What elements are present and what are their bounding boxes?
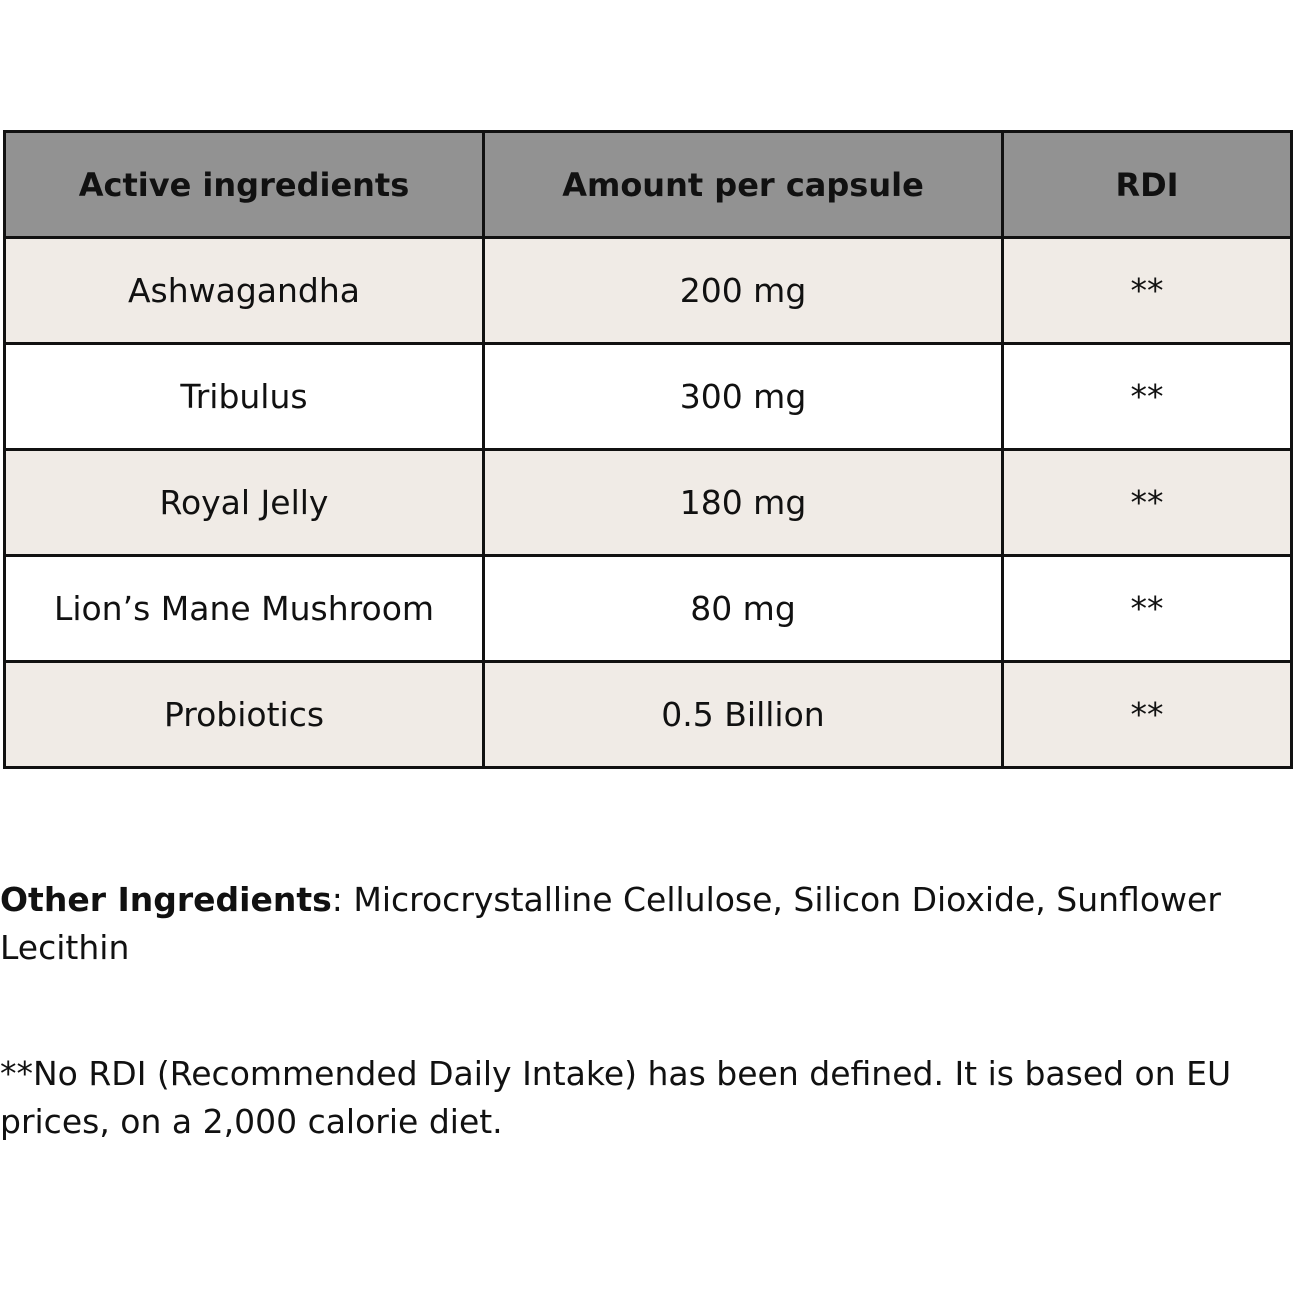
ingredient-amount: 300 mg [484,344,1003,450]
table-row [5,344,1292,450]
ingredient-rdi: ** [1003,344,1292,450]
table-row [5,556,1292,662]
header-active-ingredients: Active ingredients [5,132,484,238]
ingredient-name: Probiotics [5,662,484,768]
ingredient-name: Royal Jelly [5,450,484,556]
ingredients-table [3,130,1293,769]
ingredient-rdi: ** [1003,450,1292,556]
other-ingredients-label: Other Ingredients [0,880,332,919]
other-ingredients-text: : Microcrystalline Cellulose, Silicon Dioxide, Sunflower Lecithin [0,880,1221,967]
table-row [5,662,1292,768]
ingredient-rdi: ** [1003,662,1292,768]
header-amount-per-capsule: Amount per capsule [484,132,1003,238]
header-rdi: RDI [1003,132,1292,238]
table-row [5,238,1292,344]
other-ingredients-paragraph [0,876,1280,972]
ingredients-table-container [3,130,1290,769]
ingredient-amount: 0.5 Billion [484,662,1003,768]
table-row [5,450,1292,556]
ingredient-amount: 180 mg [484,450,1003,556]
ingredient-name: Tribulus [5,344,484,450]
rdi-footnote: **No RDI (Recommended Daily Intake) has been defined. It is based on EU prices, on a 2,000 calorie diet. [0,1054,1232,1141]
ingredient-rdi: ** [1003,556,1292,662]
table-header-row [5,132,1292,238]
ingredient-amount: 200 mg [484,238,1003,344]
ingredient-name: Lion’s Mane Mushroom [5,556,484,662]
ingredient-rdi: ** [1003,238,1292,344]
ingredient-amount: 80 mg [484,556,1003,662]
ingredient-name: Ashwagandha [5,238,484,344]
